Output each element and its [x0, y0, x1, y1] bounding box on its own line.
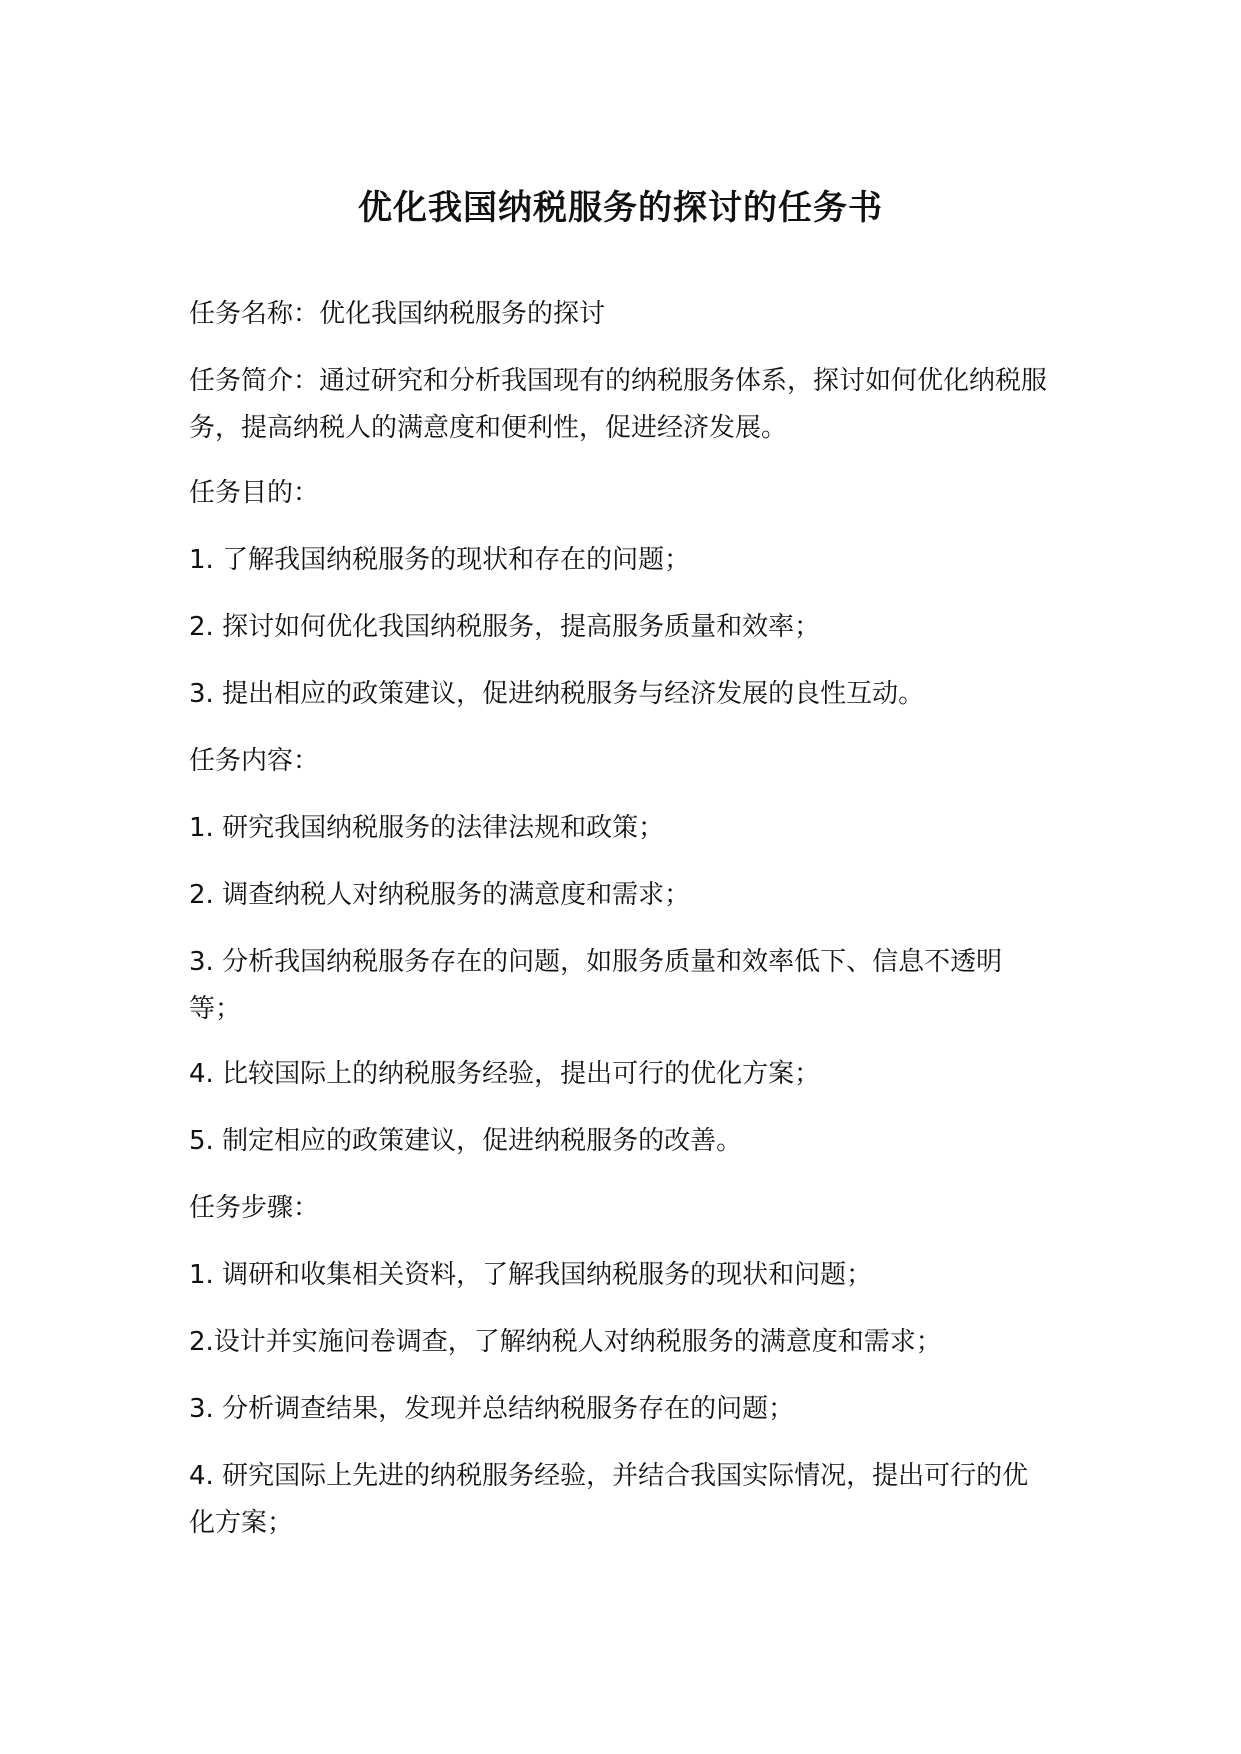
- paragraph-task-intro: 任务简介：通过研究和分析我国现有的纳税服务体系，探讨如何优化纳税服务，提高纳税人的满意度和便利性，促进经济发展。: [189, 366, 1048, 443]
- step-item-3: 3. 分析调查结果，发现并总结纳税服务存在的问题；: [189, 1394, 795, 1424]
- heading-task-content: 任务内容：: [189, 746, 320, 776]
- step-item-2: 2.设计并实施问卷调查，了解纳税人对纳税服务的满意度和需求；: [189, 1327, 942, 1357]
- content-item-2: 2. 调查纳税人对纳税服务的满意度和需求；: [189, 880, 691, 910]
- document-title: 优化我国纳税服务的探讨的任务书: [358, 188, 883, 228]
- paragraph-task-name: 任务名称：优化我国纳税服务的探讨: [189, 299, 606, 329]
- purpose-item-2: 2. 探讨如何优化我国纳税服务，提高服务质量和效率；: [189, 612, 821, 642]
- step-item-4: 4. 研究国际上先进的纳税服务经验，并结合我国实际情况，提出可行的优化方案；: [189, 1461, 1029, 1538]
- content-item-1: 1. 研究我国纳税服务的法律法规和政策；: [189, 813, 665, 843]
- content-item-3: 3. 分析我国纳税服务存在的问题，如服务质量和效率低下、信息不透明等；: [189, 947, 1003, 1024]
- heading-task-purpose: 任务目的：: [189, 478, 320, 508]
- purpose-item-1: 1. 了解我国纳税服务的现状和存在的问题；: [189, 545, 691, 575]
- purpose-item-3: 3. 提出相应的政策建议，促进纳税服务与经济发展的良性互动。: [189, 679, 925, 709]
- content-item-4: 4. 比较国际上的纳税服务经验，提出可行的优化方案；: [189, 1059, 821, 1089]
- content-item-5: 5. 制定相应的政策建议，促进纳税服务的改善。: [189, 1126, 743, 1156]
- heading-task-steps: 任务步骤：: [189, 1193, 320, 1223]
- step-item-1: 1. 调研和收集相关资料，了解我国纳税服务的现状和问题；: [189, 1260, 873, 1290]
